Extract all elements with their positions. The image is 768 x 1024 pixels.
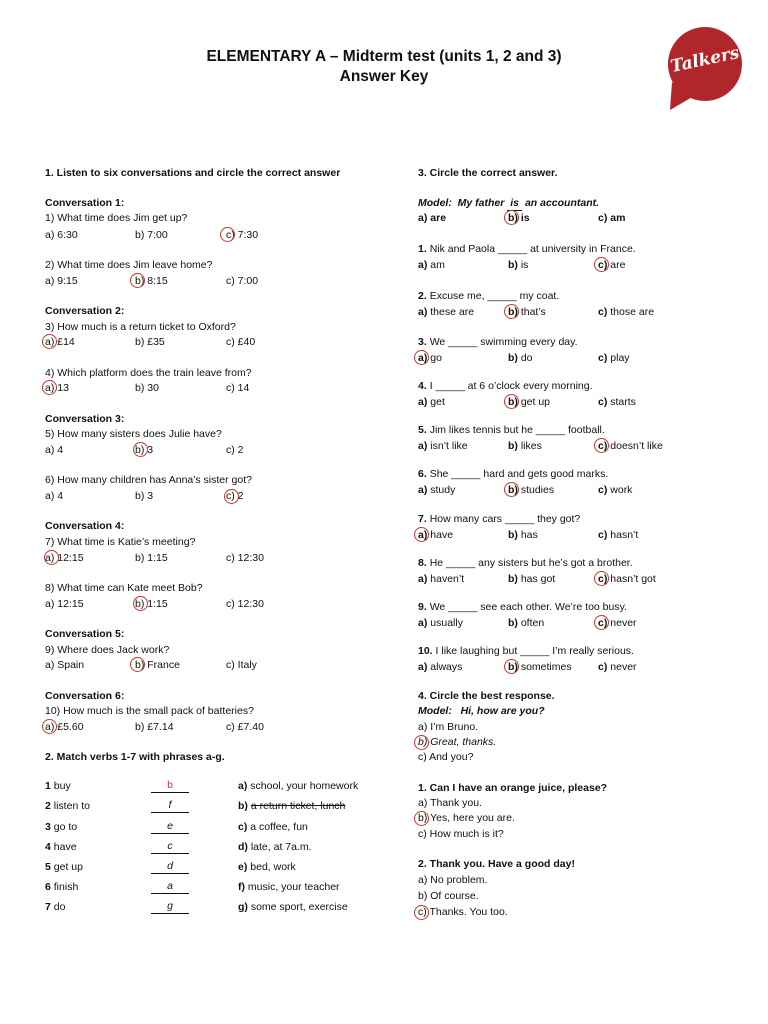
conversation-3-title: Conversation 3: <box>45 413 125 425</box>
option-b <box>508 616 544 630</box>
question-text: Excuse me, _____ my coat. <box>429 290 560 302</box>
model-option-a: a) I’m Bruno. <box>418 721 479 733</box>
answer-circle <box>414 811 429 826</box>
question-text: I _____ at 6 o’clock every morning. <box>429 380 593 392</box>
answer-circle <box>504 210 519 225</box>
option-a <box>418 616 463 630</box>
question-1: 1) What time does Jim get up? <box>45 212 188 224</box>
option-text: usually <box>430 617 463 629</box>
option-a <box>418 439 468 453</box>
q9-option-a: a) Spain <box>45 659 85 671</box>
phrase-letter: f) <box>238 881 245 893</box>
verb: get up <box>53 861 83 873</box>
question-number: 9. <box>418 601 427 613</box>
option-text: never <box>610 661 637 673</box>
option-letter: b) <box>508 661 521 673</box>
q3-option-a: a) £14 <box>45 336 75 348</box>
answer-circle <box>414 527 429 542</box>
option-text: always <box>430 661 463 673</box>
question-number: 4. <box>418 380 427 392</box>
q7-option-c: c) 12:30 <box>226 552 264 564</box>
option-c <box>598 395 636 409</box>
model-text: My father <box>457 197 508 209</box>
section3-question <box>418 556 633 570</box>
option-text: starts <box>610 396 636 408</box>
question-5: 5) How many sisters does Julie have? <box>45 428 222 440</box>
option-letter: b) <box>508 529 521 541</box>
option-text: play <box>610 352 630 364</box>
option-text: am <box>430 259 445 271</box>
option-letter: a) <box>418 484 431 496</box>
option-text: has got <box>520 573 556 585</box>
phrase-letter: e) <box>238 861 248 873</box>
verb: buy <box>53 780 71 792</box>
phrase-struck-through: a return ticket, lunch <box>250 800 346 812</box>
option-letter: b) <box>508 573 521 585</box>
phrase-letter: c) <box>238 821 248 833</box>
model-label: Model: <box>418 705 452 717</box>
option-text: often <box>520 617 545 629</box>
match-answer: e <box>151 820 189 834</box>
model-text: an accountant. <box>522 197 600 209</box>
section2-heading: 2. Match verbs 1-7 with phrases a-g. <box>45 751 225 763</box>
logo-text: Talkers <box>668 42 742 78</box>
answer-circle <box>42 380 57 395</box>
question-number: 3. <box>418 336 427 348</box>
answer-circle <box>42 719 57 734</box>
option-text: those are <box>610 306 655 318</box>
q2-option-a: a) 9:15 <box>45 275 78 287</box>
q2-option-b: b) 8:15 <box>135 275 168 287</box>
question-10: 10) How much is the small pack of batteries? <box>45 705 254 717</box>
option-text: are <box>610 259 626 271</box>
option-letter: c) <box>598 306 611 318</box>
conversation-4-title: Conversation 4: <box>45 520 125 532</box>
section3-heading: 3. Circle the correct answer. <box>418 167 558 179</box>
q5-option-b: b) 3 <box>135 444 154 456</box>
question-text: She _____ hard and gets good marks. <box>429 468 609 480</box>
option-b <box>508 351 533 365</box>
section3-question <box>418 600 627 614</box>
section1-heading: 1. Listen to six conversations and circle the correct answer <box>45 167 341 179</box>
model-label: Model: <box>418 197 452 209</box>
question-text: Jim likes tennis but he _____ football. <box>429 424 605 436</box>
model-blank-answer: is <box>507 196 522 211</box>
conversation-6-title: Conversation 6: <box>45 690 125 702</box>
q8-option-c: c) 12:30 <box>226 598 264 610</box>
conversation-5-title: Conversation 5: <box>45 628 125 640</box>
section3-question <box>418 335 578 349</box>
option-letter: a) <box>418 661 431 673</box>
section4-heading: 4. Circle the best response. <box>418 690 555 702</box>
phrase-letter: d) <box>238 841 248 853</box>
answer-circle <box>42 334 57 349</box>
option-letter: c) <box>598 352 611 364</box>
question-number: 6. <box>418 468 427 480</box>
q5-option-a: a) 4 <box>45 444 64 456</box>
model-option-c: c) And you? <box>418 751 474 763</box>
question-number: 5. <box>418 424 427 436</box>
verb: listen to <box>53 800 90 812</box>
option-text: have <box>430 529 454 541</box>
option-c <box>598 660 637 674</box>
section3-question <box>418 379 593 393</box>
answer-key-subtitle: Answer Key <box>339 68 429 85</box>
option-text: do <box>520 352 533 364</box>
option-text: get <box>430 396 445 408</box>
q1-option-c: c) 7:30 <box>226 229 259 241</box>
section3-question <box>418 644 634 658</box>
question-4: 4) Which platform does the train leave from? <box>45 367 252 379</box>
option-b <box>508 439 542 453</box>
option-letter: c) <box>598 440 611 452</box>
option-text: never <box>610 617 637 629</box>
section3-question <box>418 423 605 437</box>
option-letter: c) <box>598 617 611 629</box>
verb-number: 5 <box>45 861 51 873</box>
option-text: go <box>430 352 442 364</box>
verb: finish <box>53 881 79 893</box>
q6-option-a: a) 4 <box>45 490 64 502</box>
verb-number: 6 <box>45 881 51 893</box>
answer-circle <box>594 571 609 586</box>
option-letter: a) <box>418 529 431 541</box>
option-letter: c) <box>598 484 611 496</box>
answer-circle <box>130 273 145 288</box>
phrase-letter: g) <box>238 901 248 913</box>
question-text: We _____ swimming every day. <box>429 336 578 348</box>
section3-question <box>418 289 559 303</box>
model-prompt: Hi, how are you? <box>460 705 545 717</box>
answer-circle <box>133 442 148 457</box>
q9-option-c: c) Italy <box>226 659 257 671</box>
response-2-option-a: a) No problem. <box>418 874 488 886</box>
test-title: ELEMENTARY A – Midterm test (units 1, 2 and 3) <box>206 48 562 65</box>
phrase-letter: a) <box>238 780 248 792</box>
option-letter: c) <box>598 259 611 271</box>
response-prompt-1: 1. Can I have an orange juice, please? <box>418 782 608 794</box>
option-b <box>508 572 555 586</box>
response-2-option-c: c) Thanks. You too. <box>418 906 508 918</box>
verb-number: 7 <box>45 901 51 913</box>
q6-option-b: b) 3 <box>135 490 154 502</box>
q10-option-a: a) £5.60 <box>45 721 84 733</box>
response-1-option-b: b) Yes, here you are. <box>418 812 515 824</box>
q3-option-c: c) £40 <box>226 336 256 348</box>
phrase: music, your teacher <box>247 881 340 893</box>
option-text: haven’t <box>430 573 465 585</box>
q1-option-a: a) 6:30 <box>45 229 78 241</box>
question-number: 8. <box>418 557 427 569</box>
option-b <box>508 258 528 272</box>
match-answer: f <box>151 799 189 813</box>
q4-option-a: a) 13 <box>45 382 69 394</box>
response-1-option-a: a) Thank you. <box>418 797 483 809</box>
option-letter: c) <box>598 529 611 541</box>
q8-option-b: b) 1:15 <box>135 598 168 610</box>
option-text: hasn’t got <box>610 573 656 585</box>
option-text: hasn’t <box>610 529 639 541</box>
question-6: 6) How many children has Anna’s sister got? <box>45 474 252 486</box>
option-b <box>508 528 538 542</box>
option-a: are <box>430 212 447 224</box>
option-text: that’s <box>520 306 546 318</box>
response-2-option-b: b) Of course. <box>418 890 479 902</box>
model-option-b: b) Great, thanks. <box>418 736 497 748</box>
option-letter: b) <box>508 617 521 629</box>
option-text: sometimes <box>520 661 572 673</box>
option-text: doesn’t like <box>610 440 663 452</box>
q5-option-c: c) 2 <box>226 444 244 456</box>
option-c <box>598 351 630 365</box>
option-letter: c) <box>598 573 611 585</box>
response-prompt-2: 2. Thank you. Have a good day! <box>418 858 575 870</box>
option-text: studies <box>520 484 555 496</box>
question-number: 2. <box>418 290 427 302</box>
option-a <box>418 660 462 674</box>
question-text: We _____ see each other. We’re too busy. <box>429 601 627 613</box>
verb-number: 1 <box>45 780 51 792</box>
option-letter: a) <box>418 259 431 271</box>
q10-option-b: b) £7.14 <box>135 721 174 733</box>
option-letter: b) <box>508 484 521 496</box>
question-text: I like laughing but _____ I’m really serious. <box>435 645 634 657</box>
answer-circle <box>594 615 609 630</box>
q4-option-c: c) 14 <box>226 382 250 394</box>
question-text: He _____ any sisters but he’s got a brother. <box>429 557 633 569</box>
response-1-option-c: c) How much is it? <box>418 828 504 840</box>
verb-number: 2 <box>45 800 51 812</box>
phrase: a coffee, fun <box>250 821 308 833</box>
answer-circle <box>130 657 145 672</box>
option-text: work <box>610 484 633 496</box>
q1-option-b: b) 7:00 <box>135 229 168 241</box>
answer-circle <box>594 438 609 453</box>
option-letter: c) <box>598 661 611 673</box>
option-c: am <box>610 212 626 224</box>
answer-circle <box>504 394 519 409</box>
option-text: has <box>520 529 538 541</box>
answer-circle <box>414 905 429 920</box>
option-a <box>418 572 464 586</box>
verb-number: 3 <box>45 821 51 833</box>
section3-model-sentence <box>418 196 599 211</box>
option-letter: b) <box>508 352 521 364</box>
option-a <box>418 483 455 497</box>
option-a <box>418 305 474 319</box>
match-answer: c <box>151 840 189 854</box>
talkers-logo <box>666 26 744 110</box>
q10-option-c: c) £7.40 <box>226 721 264 733</box>
q4-option-b: b) 30 <box>135 382 159 394</box>
option-letter: a) <box>418 440 431 452</box>
phrase: late, at 7a.m. <box>250 841 312 853</box>
option-text: get up <box>520 396 551 408</box>
option-letter: b) <box>508 396 521 408</box>
conversation-2-title: Conversation 2: <box>45 305 125 317</box>
answer-circle <box>414 350 429 365</box>
match-answer: a <box>151 880 189 894</box>
option-letter: b) <box>508 306 521 318</box>
section3-question <box>418 512 580 526</box>
option-letter: b) <box>508 440 521 452</box>
verb: have <box>53 841 77 853</box>
q9-option-b: b) France <box>135 659 180 671</box>
phrase: some sport, exercise <box>250 901 348 913</box>
option-text: isn’t like <box>430 440 468 452</box>
match-answer: d <box>151 860 189 874</box>
option-text: likes <box>520 440 542 452</box>
phrase: bed, work <box>250 861 296 873</box>
question-8: 8) What time can Kate meet Bob? <box>45 582 203 594</box>
section4-model <box>418 704 545 718</box>
question-7: 7) What time is Katie’s meeting? <box>45 536 196 548</box>
option-text: study <box>430 484 456 496</box>
option-c <box>598 483 632 497</box>
q7-option-a: a) 12:15 <box>45 552 84 564</box>
option-letter: a) <box>418 306 431 318</box>
phrase: school, your homework <box>250 780 359 792</box>
verb: go to <box>53 821 78 833</box>
option-letter: c) <box>598 396 611 408</box>
question-2: 2) What time does Jim leave home? <box>45 259 213 271</box>
conversation-1-title: Conversation 1: <box>45 197 125 209</box>
q2-option-c: c) 7:00 <box>226 275 259 287</box>
question-number: 1. <box>418 243 427 255</box>
question-text: Nik and Paola _____ at university in France. <box>429 243 636 255</box>
section3-question <box>418 242 636 256</box>
q7-option-b: b) 1:15 <box>135 552 168 564</box>
answer-circle <box>133 596 148 611</box>
option-c <box>598 528 638 542</box>
answer-circle <box>44 550 59 565</box>
option-letter: a) <box>418 396 431 408</box>
q6-option-c: c) 2 <box>226 490 244 502</box>
question-number: 10. <box>418 645 433 657</box>
section3-question <box>418 467 608 481</box>
question-9: 9) Where does Jack work? <box>45 644 170 656</box>
option-letter: a) <box>418 617 431 629</box>
q3-option-b: b) £35 <box>135 336 165 348</box>
option-text: these are <box>430 306 475 318</box>
phrase-letter: b) <box>238 800 248 812</box>
answer-circle <box>594 257 609 272</box>
verb: do <box>53 901 66 913</box>
answer-circle <box>220 227 235 242</box>
option-letter: a) <box>418 352 431 364</box>
answer-circle <box>504 304 519 319</box>
option-text: is <box>520 259 529 271</box>
answer-circle <box>504 482 519 497</box>
question-number: 7. <box>418 513 427 525</box>
page-title <box>0 47 768 87</box>
q8-option-a: a) 12:15 <box>45 598 84 610</box>
option-letter: b) <box>508 259 521 271</box>
match-answer: g <box>151 900 189 914</box>
answer-circle <box>504 659 519 674</box>
option-letter: a) <box>418 573 431 585</box>
answer-circle <box>224 489 239 504</box>
question-3: 3) How much is a return ticket to Oxford? <box>45 321 236 333</box>
option-a <box>418 258 445 272</box>
question-text: How many cars _____ they got? <box>429 513 581 525</box>
option-b: is <box>520 212 530 224</box>
match-answer: b <box>151 779 189 793</box>
verb-number: 4 <box>45 841 51 853</box>
option-a <box>418 395 445 409</box>
option-c <box>598 305 654 319</box>
answer-circle <box>414 735 429 750</box>
